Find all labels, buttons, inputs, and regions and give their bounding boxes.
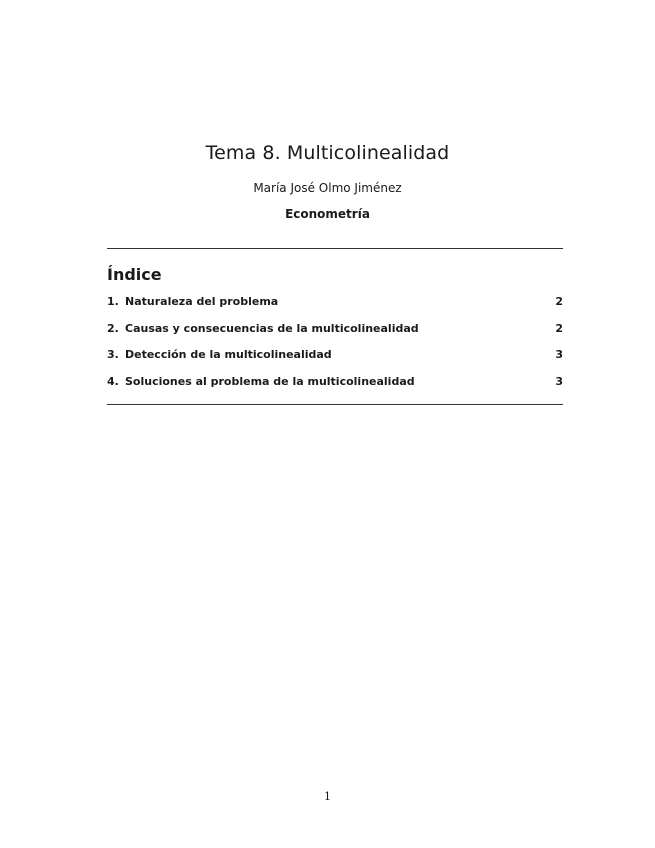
toc-item-4[interactable] (107, 375, 563, 402)
bottom-divider (107, 404, 563, 405)
toc-item-label[interactable]: Causas y consecuencias de la multicolinealidad (125, 321, 419, 335)
toc-item-label[interactable]: Soluciones al problema de la multicolinealidad (125, 374, 415, 388)
toc-item-page[interactable]: 3 (555, 348, 563, 361)
toc-item-number: 3. (107, 348, 119, 361)
toc-item-page[interactable]: 2 (555, 321, 563, 335)
toc-item-3[interactable] (107, 348, 563, 375)
top-divider (107, 248, 563, 249)
toc-item-label[interactable]: Naturaleza del problema (125, 295, 279, 308)
toc-item-page[interactable]: 3 (555, 374, 563, 388)
document-author: María José Olmo Jiménez (253, 181, 402, 195)
toc-item-number: 4. (107, 374, 119, 388)
toc-heading: Índice (107, 265, 162, 284)
toc-item-2[interactable] (107, 322, 563, 349)
toc-item-number: 1. (107, 295, 119, 308)
page-number: 1 (324, 790, 331, 803)
toc-item-page[interactable]: 2 (555, 295, 563, 308)
document-subject: Econometría (285, 207, 370, 221)
toc-item-1[interactable] (107, 295, 563, 322)
document-title: Tema 8. Multicolinealidad (205, 142, 450, 164)
toc-item-number: 2. (107, 321, 119, 335)
toc-list (107, 295, 563, 401)
toc-item-label[interactable]: Detección de la multicolinealidad (125, 348, 332, 361)
